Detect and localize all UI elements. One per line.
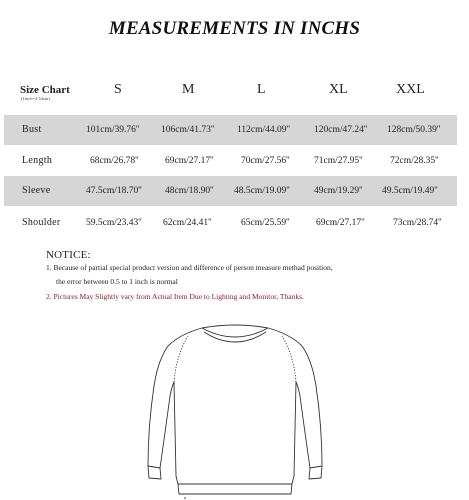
table-cell: 69cm/27.17'' — [165, 156, 214, 166]
table-cell: 70cm/27.56'' — [241, 156, 290, 166]
size-header-s: S — [114, 82, 122, 97]
row-label: Length — [22, 155, 53, 166]
table-cell: 69cm/27.17'' — [316, 218, 365, 228]
size-header-m: M — [182, 82, 195, 97]
table-cell: 49cm/19.29'' — [314, 186, 363, 196]
size-chart-sublabel: (1inch=2.54cm) — [21, 96, 50, 101]
table-cell: 62cm/24.41'' — [163, 218, 212, 228]
sweatshirt-outline-icon — [140, 316, 330, 500]
table-row-shoulder — [4, 208, 457, 238]
notice-line-1b: the error between 0.5 to 1 inch is normal — [56, 277, 178, 286]
row-label: Shoulder — [22, 217, 61, 228]
table-cell: 101cm/39.76'' — [86, 125, 140, 135]
table-row-sleeve — [4, 176, 457, 206]
table-cell: 106cm/41.73'' — [161, 125, 215, 135]
table-cell: 59.5cm/23.43'' — [86, 218, 142, 228]
row-label: Bust — [22, 124, 42, 135]
table-cell: 68cm/26.78'' — [90, 156, 139, 166]
size-header-xxl: XXL — [396, 82, 425, 97]
notice-line-1: 1. Because of partial special product version and difference of person measure methad position, — [46, 263, 333, 272]
table-row-bust — [4, 115, 457, 145]
row-label: Sleeve — [22, 185, 51, 196]
table-cell: 48.5cm/19.09'' — [234, 186, 290, 196]
table-cell: 112cm/44.09'' — [237, 125, 290, 135]
table-cell: 65cm/25.59'' — [241, 218, 290, 228]
table-cell: 47.5cm/18.70'' — [86, 186, 142, 196]
table-row-length — [4, 146, 457, 176]
table-cell: 72cm/28.35'' — [390, 156, 439, 166]
size-header-l: L — [257, 82, 266, 97]
size-header-xl: XL — [329, 82, 348, 97]
table-cell: 48cm/18.90'' — [165, 186, 214, 196]
notice-line-2: 2. Pictures May Slightly vary from Actual Item Due to Lighting and Monitor, Thanks. — [46, 292, 304, 301]
table-cell: 128cm/50.39'' — [387, 125, 441, 135]
table-cell: 73cm/28.74'' — [393, 218, 442, 228]
notice-heading: NOTICE: — [46, 249, 91, 261]
table-cell: 49.5cm/19.49'' — [382, 186, 438, 196]
table-cell: 120cm/47.24'' — [314, 125, 368, 135]
table-cell: 71cm/27.95'' — [314, 156, 363, 166]
page-title: MEASUREMENTS IN INCHS — [108, 18, 361, 39]
size-chart-label: Size Chart — [20, 84, 70, 96]
